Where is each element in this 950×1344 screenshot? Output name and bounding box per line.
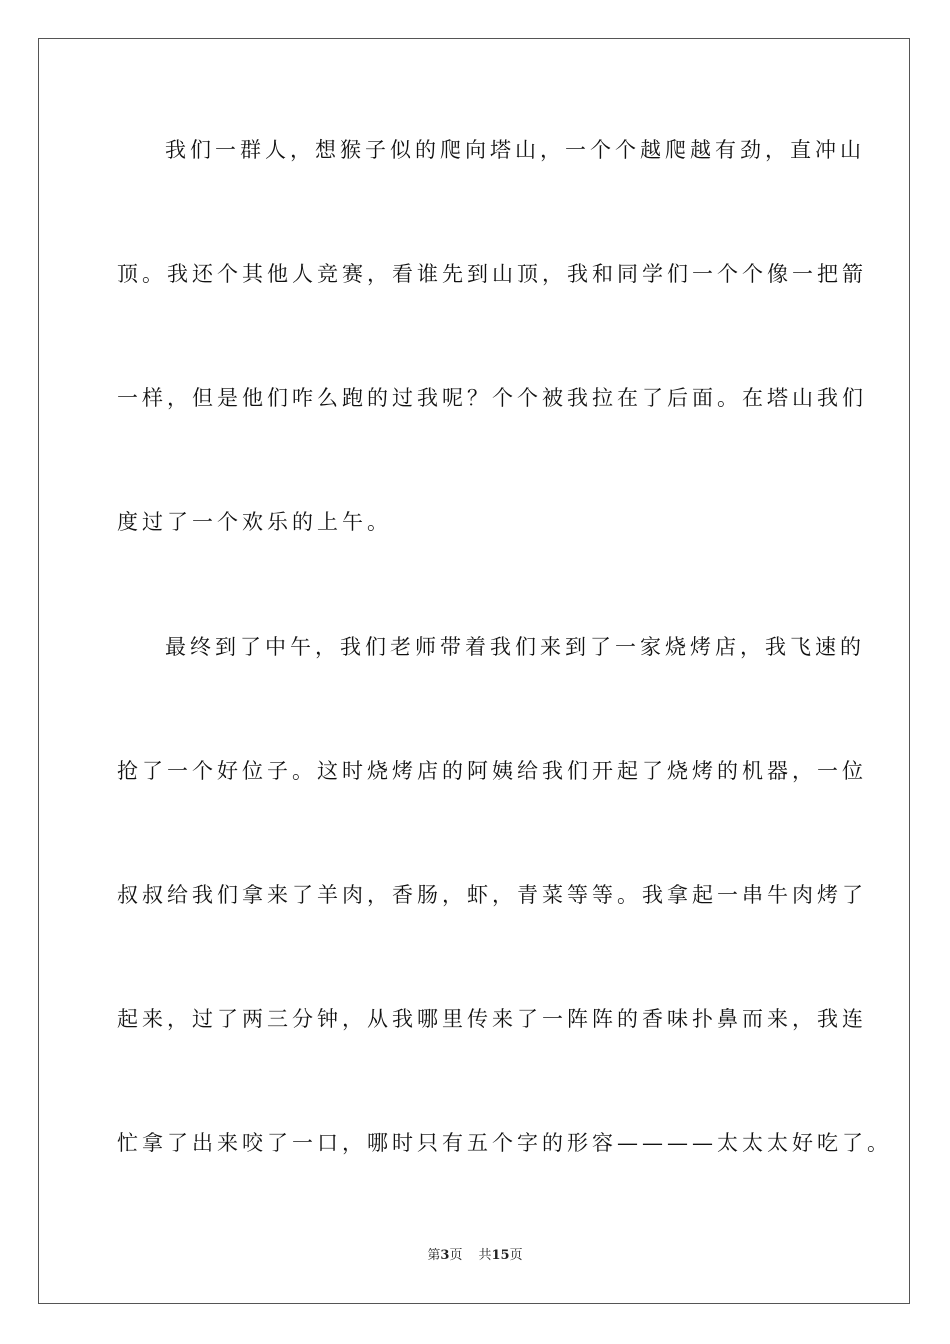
paragraph-2-line-4: 起来，过了两三分钟，从我哪里传来了一阵阵的香味扑鼻而来，我连 xyxy=(117,1007,867,1031)
paragraph-1-line-4: 度过了一个欢乐的上午。 xyxy=(117,510,392,534)
paragraph-2-line-5: 忙拿了出来咬了一口，哪时只有五个字的形容————太太太好吃了。 xyxy=(117,1131,892,1155)
paragraph-2-line-2: 抢了一个好位子。这时烧烤店的阿姨给我们开起了烧烤的机器，一位 xyxy=(117,759,867,783)
page-footer xyxy=(0,1247,950,1265)
paragraph-1-line-2: 顶。我还个其他人竞赛，看谁先到山顶，我和同学们一个个像一把箭 xyxy=(117,262,867,286)
total-prefix: 共 xyxy=(478,1248,492,1263)
page-border xyxy=(38,38,910,1304)
page-suffix: 页 xyxy=(449,1248,463,1263)
paragraph-2-line-1: 最终到了中午，我们老师带着我们来到了一家烧烤店，我飞速的 xyxy=(165,635,865,659)
paragraph-1-line-3: 一样，但是他们咋么跑的过我呢？个个被我拉在了后面。在塔山我们 xyxy=(117,386,867,410)
page-number: 3 xyxy=(440,1248,450,1263)
page-prefix: 第 xyxy=(427,1248,441,1263)
total-pages: 15 xyxy=(491,1248,510,1263)
total-suffix: 页 xyxy=(509,1248,523,1263)
paragraph-1-line-1: 我们一群人，想猴子似的爬向塔山，一个个越爬越有劲，直冲山 xyxy=(165,138,865,162)
paragraph-2-line-3: 叔叔给我们拿来了羊肉，香肠，虾，青菜等等。我拿起一串牛肉烤了 xyxy=(117,883,867,907)
